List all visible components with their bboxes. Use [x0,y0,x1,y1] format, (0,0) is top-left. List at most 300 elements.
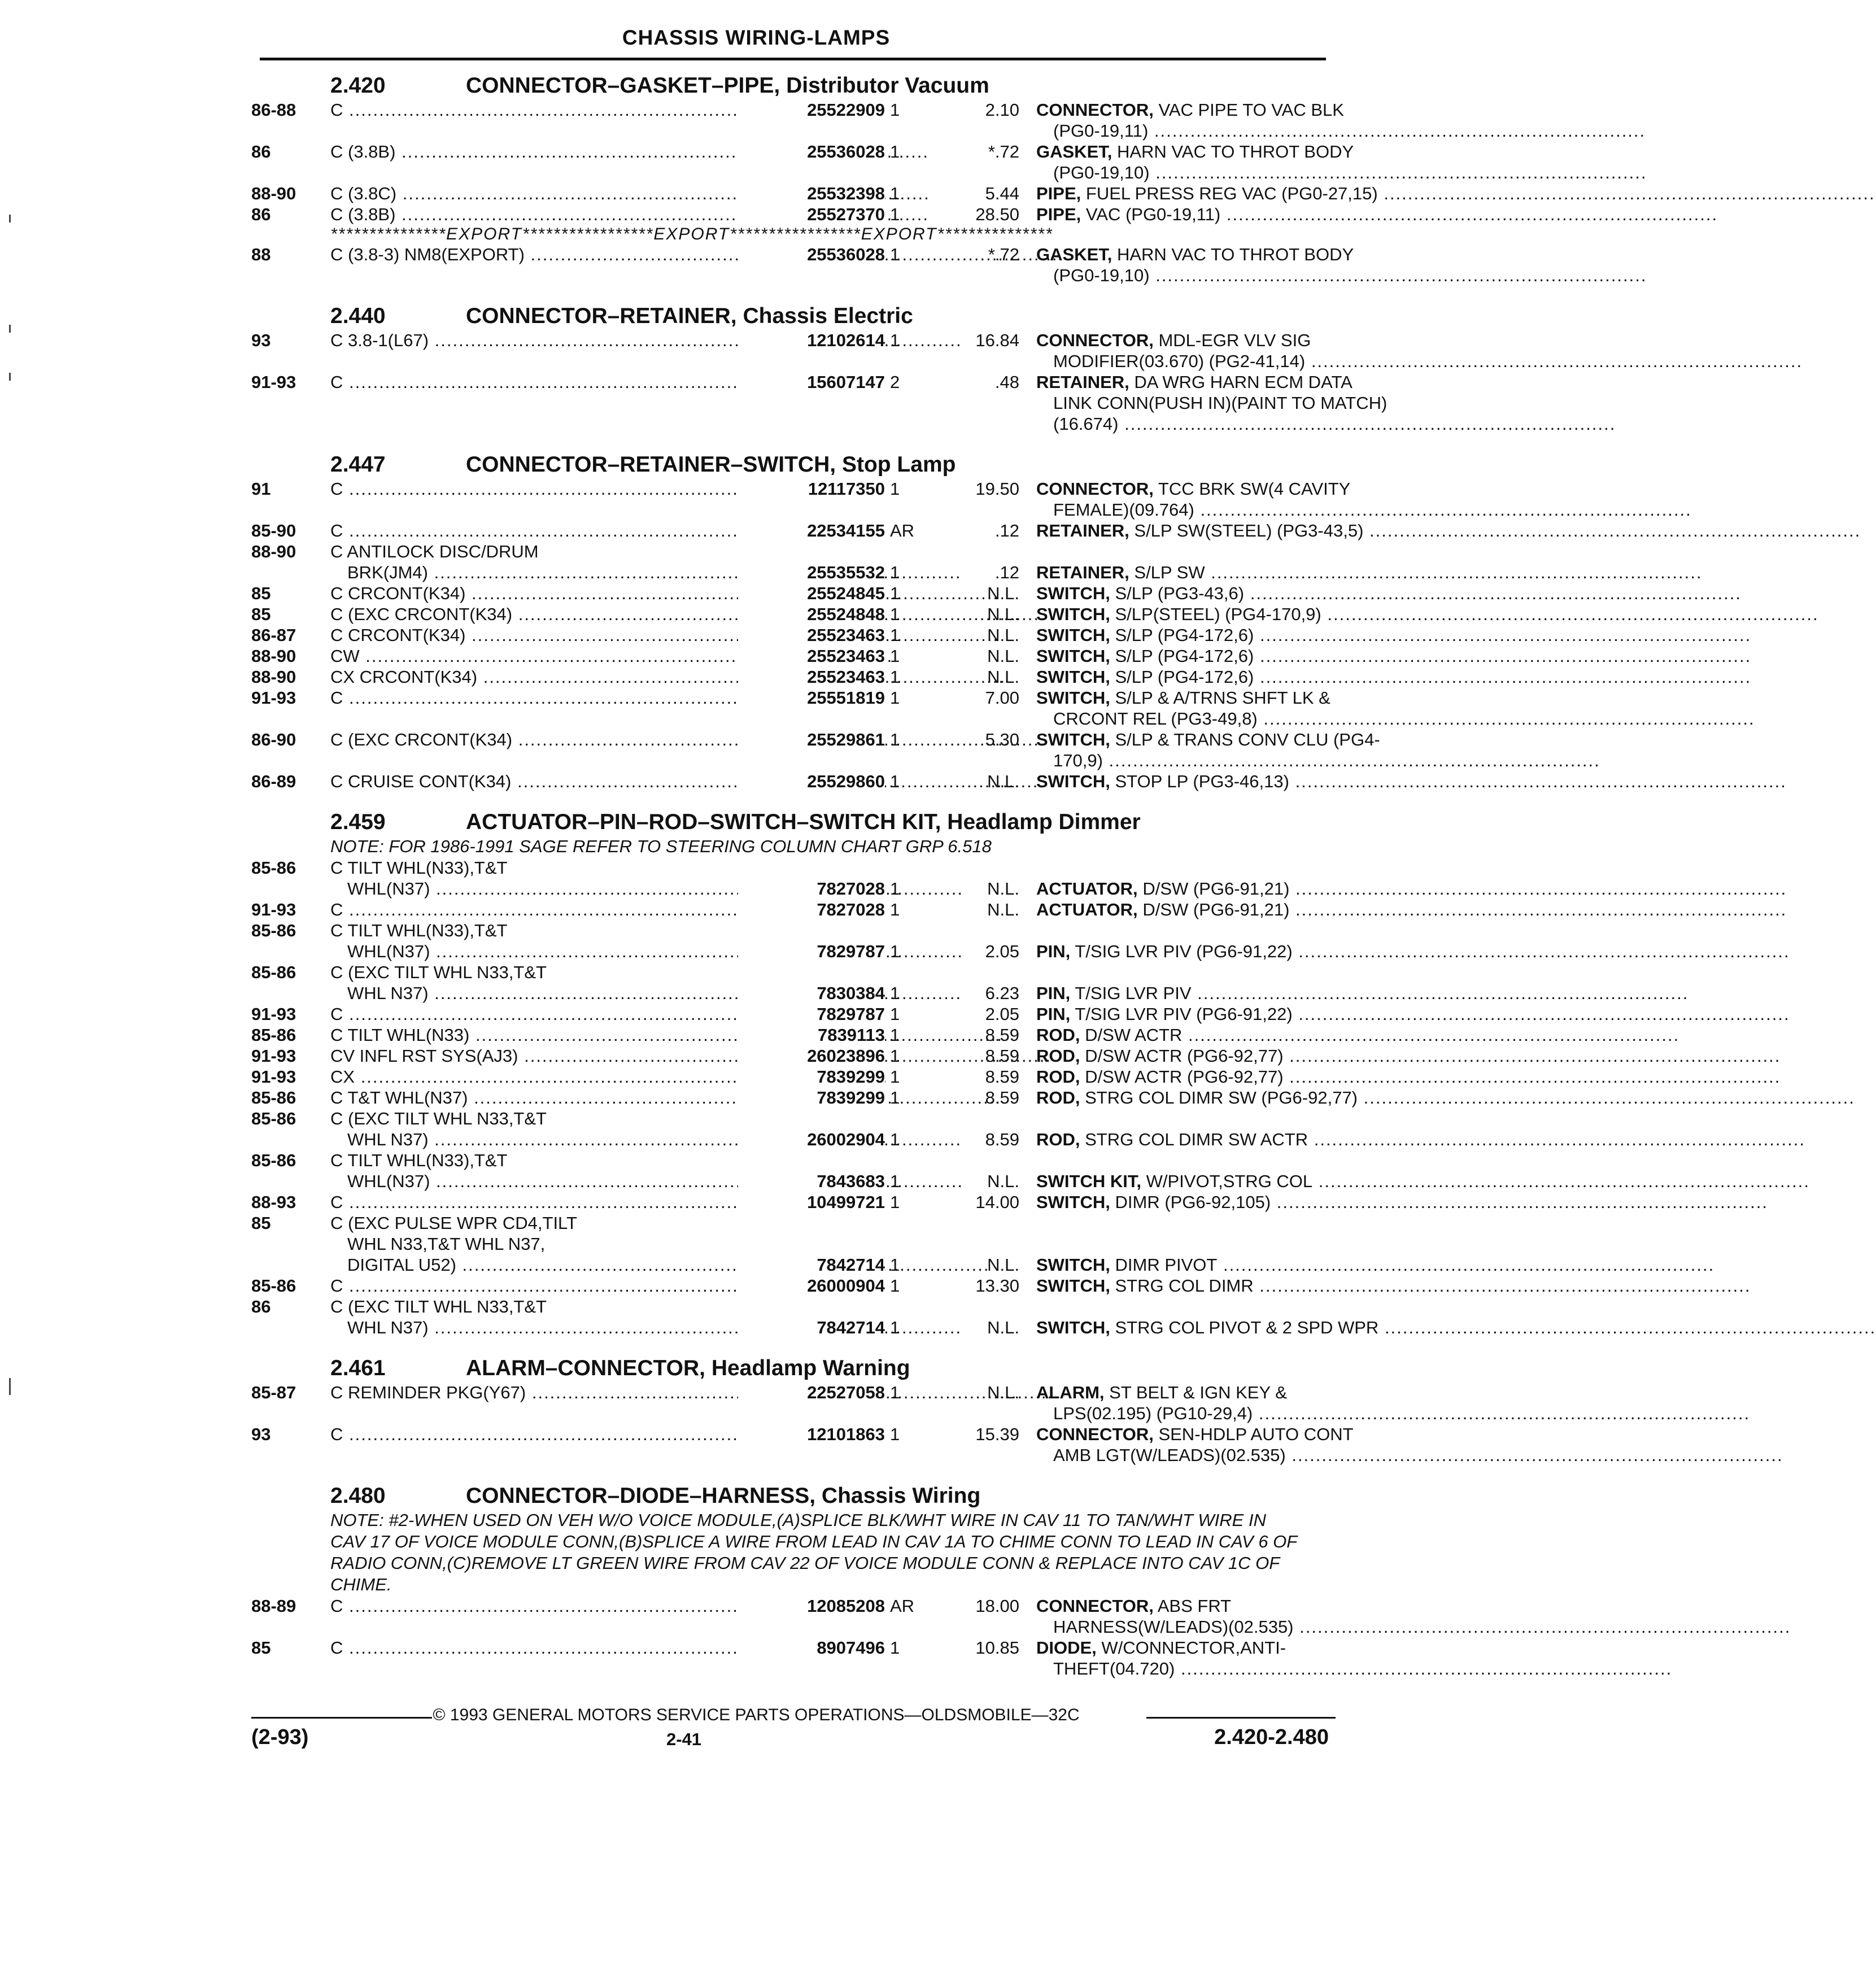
price: 5.30 [985,730,1019,749]
description-line [1036,1066,1336,1087]
part-row [251,183,1378,204]
part-number: 25523463 [738,625,885,646]
part-name: RETAINER, [1036,563,1129,582]
application-line: BRK(JM4) ..... [330,562,882,583]
part-number: 7829787 [738,941,885,962]
export-divider: ***************EXPORT*****************EXPORT*****************EXPORT*************** [330,225,1053,243]
description-text: W/PIVOT,STRG COL [1146,1171,1313,1191]
model-years: 85-90 [251,521,296,540]
part-number: 25529860 [738,771,885,792]
part-number: 26000904 [738,1275,885,1296]
part-description [1036,646,1336,666]
part-description [1036,1317,1379,1338]
description-line [1036,183,1378,204]
description-line [1036,1424,1354,1445]
description-text: HARN VAC TO THROT BODY [1116,142,1354,162]
part-number: 25532398 [738,183,885,204]
part-row [251,1004,1336,1024]
catalog-section [251,809,1379,1338]
model-years: 91-93 [251,688,296,708]
part-name: SWITCH, [1036,625,1110,645]
part-name: SWITCH KIT, [1036,1171,1141,1191]
part-description [1036,1637,1336,1679]
application-line: C CRUISE CONT(K34) ..... [330,771,882,792]
part-number: 7830384 [738,983,885,1004]
part-row [251,520,1364,541]
section-number: 2.480 [330,1484,386,1508]
part-name: CONNECTOR, [1036,330,1154,350]
quantity: 1 [890,604,900,624]
description-line [1036,771,1336,792]
section-title [466,451,956,478]
application-line: C ..... [330,687,882,708]
part-row [251,1024,1336,1045]
section-title [466,1355,910,1382]
application-line: WHL N37) ..... [330,983,882,1004]
description-text: (PG0-19,10) [1053,163,1150,182]
price: 8.59 [985,1046,1019,1066]
description-text: S/LP (PG4-172,6) [1115,625,1254,645]
description-text: S/LP & TRANS CONV CLU (PG4- [1115,730,1380,749]
description-text: S/LP (PG4-172,6) [1115,646,1254,666]
part-name: SWITCH, [1036,667,1110,687]
description-text: STOP LP (PG3-46,13) [1115,771,1289,791]
part-row [251,1066,1336,1087]
application-line: C ..... [330,1192,882,1213]
description-text: D/SW ACTR (PG6-92,77) [1085,1067,1284,1087]
price: .48 [994,372,1019,392]
description-line [1036,1171,1336,1192]
application-line: C REMINDER PKG(Y67) ..... [330,1382,882,1403]
application-line: C ..... [330,1275,882,1296]
description-text: D/SW ACTR (PG6-92,77) [1085,1046,1284,1066]
part-name: RETAINER, [1036,372,1129,392]
description-line [1036,1595,1336,1616]
section-heading [251,72,1336,99]
quantity: 1 [890,1130,900,1149]
part-description [1036,244,1354,286]
price: N.L. [987,1255,1019,1275]
price: 8.59 [985,1067,1019,1087]
part-description [1036,899,1336,920]
model-years: 85 [251,604,271,624]
quantity: 1 [890,1088,900,1108]
part-number: 25529861 [738,729,885,750]
model-years: 88 [251,245,271,264]
part-description [1036,878,1336,899]
margin-mark [9,325,11,333]
description-text: THEFT(04.720) [1053,1659,1175,1679]
description-text: D/SW ACTR [1085,1025,1183,1045]
price: 10.85 [975,1638,1019,1658]
price: 2.10 [985,100,1019,120]
part-number: 12085208 [738,1595,885,1616]
part-description [1036,604,1336,625]
part-name: SWITCH, [1036,646,1110,666]
quantity: 1 [890,983,900,1003]
part-description [1036,1024,1336,1045]
section-number: 2.447 [330,452,386,477]
part-row [251,1045,1336,1066]
section-title [466,72,989,99]
model-years: 85-86 [251,1088,296,1108]
part-name: RETAINER, [1036,521,1129,540]
section-title-main: CONNECTOR–DIODE–HARNESS, [466,1484,816,1508]
section-subtitle: Distributor Vacuum [786,73,989,98]
description-line [1036,899,1336,920]
quantity: 1 [890,667,900,687]
part-row [251,920,1336,962]
catalog-section [251,451,1380,792]
price: N.L. [987,667,1019,687]
model-years: 85-86 [251,1150,296,1170]
description-line [1036,413,1336,434]
part-number: 25522909 [738,99,885,120]
description-text: FEMALE)(09.764) [1053,500,1194,520]
model-years: 86-90 [251,730,296,749]
model-years: 86 [251,142,271,162]
description-line [1036,687,1336,708]
application-line: C (EXC TILT WHL N33,T&T [330,1109,547,1128]
part-name: CONNECTOR, [1036,1596,1154,1616]
quantity: 1 [890,1067,900,1087]
part-row [251,1192,1336,1213]
section-note: NOTE: #2-WHEN USED ON VEH W/O VOICE MODULE,(A)SPLICE BLK/WHT WIRE IN CAV 11 TO TAN/WHT WIRE IN CAV 17 OF VOICE MODULE CONN,(B)SPLICE A WIRE FROM LEAD IN CAV 1A TO CHIME CONN TO LEAD IN CAV 6 OF RADIO CONN,(C)REMOVE LT GREEN WIRE FROM CAV 22 OF VOICE MODULE CONN & REPLACE INTO CAV 1C OF CHIME. [330,1510,1297,1594]
application-line: CX CRCONT(K34) ..... [330,666,882,687]
section-title [466,809,1141,836]
description-line [1036,1045,1336,1066]
part-number: 7839299 [738,1066,885,1087]
description-text: T/SIG LVR PIV (PG6-91,22) [1075,1004,1293,1024]
section-number: 2.420 [330,73,386,98]
description-line [1036,1087,1358,1108]
description-text: MODIFIER(03.670) (PG2-41,14) [1053,351,1306,371]
part-row [251,1108,1336,1150]
application-line: C (3.8-3) NM8(EXPORT) ..... [330,244,882,265]
part-number: 25527370 [738,204,885,225]
part-description [1036,1004,1336,1024]
application-line: C ANTILOCK DISC/DRUM [330,542,539,561]
part-number: 7827028 [738,878,885,899]
part-name: ROD, [1036,1130,1080,1149]
part-row [251,625,1336,646]
description-text: D/SW (PG6-91,21) [1142,879,1290,899]
description-line [1036,666,1336,687]
part-number: 8907496 [738,1637,885,1658]
application-line: C (EXC PULSE WPR CD4,TILT [330,1213,577,1233]
quantity: 1 [890,625,900,645]
application-line: C ..... [330,1637,882,1658]
section-heading [251,451,1336,478]
part-name: SWITCH, [1036,604,1110,624]
description-line [1036,265,1336,286]
application-line: C ..... [330,372,882,393]
description-line [1036,1275,1336,1296]
part-number: 22534155 [738,520,885,541]
price: 8.59 [985,1025,1019,1045]
application-line: WHL N33,T&T WHL N37, [347,1234,546,1254]
description-line [1036,478,1351,499]
quantity: 1 [890,1046,900,1066]
model-years: 86-88 [251,100,296,120]
part-description [1036,729,1380,771]
model-years: 88-90 [251,667,296,687]
section-subtitle: Chassis Wiring [821,1484,981,1508]
application-line: C (3.8B) ..... [330,141,882,162]
description-text: (PG0-19,10) [1053,265,1150,285]
application-line: CV INFL RST SYS(AJ3) ..... [330,1045,882,1066]
model-years: 86 [251,204,271,224]
part-row [251,1087,1358,1108]
quantity: 1 [890,142,900,162]
model-years: 88-90 [251,646,296,666]
section-title-main: ALARM–CONNECTOR, [466,1356,705,1380]
description-text: S/LP SW [1134,563,1205,582]
section-title-main: CONNECTOR–RETAINER, [466,304,737,328]
description-text: VAC (PG0-19,11) [1085,204,1221,224]
part-number: 25524848 [738,604,885,625]
part-description [1036,141,1354,183]
application-line: C TILT WHL(N33),T&T [330,858,508,878]
part-name: SWITCH, [1036,771,1110,791]
description-line [1036,708,1336,729]
part-name: CONNECTOR, [1036,100,1154,120]
application-line: C ..... [330,1424,882,1445]
application-line: C (EXC TILT WHL N33,T&T [330,1297,547,1316]
description-text: CRCONT REL (PG3-49,8) [1053,709,1258,729]
part-number: 25536028 [738,141,885,162]
quantity: 1 [890,688,900,708]
description-text: W/CONNECTOR,ANTI- [1101,1638,1286,1658]
quantity: 1 [890,1318,900,1337]
description-line [1036,1129,1336,1150]
application-line: WHL N37) ..... [330,1317,882,1338]
part-row [251,729,1380,771]
margin-mark [9,215,11,223]
model-years: 91 [251,479,271,499]
quantity: 1 [890,1383,900,1402]
part-row [251,899,1336,920]
part-name: SWITCH, [1036,688,1110,708]
application-line: C ..... [330,1004,882,1024]
model-years: 93 [251,1424,271,1444]
application-line: C (EXC CRCONT(K34) ..... [330,729,882,750]
model-years: 85-86 [251,1276,296,1296]
margin-mark [9,373,11,381]
parts-catalog [251,72,1388,1679]
part-name: GASKET, [1036,245,1112,264]
part-number: 26023896 [738,1045,885,1066]
part-row [251,99,1344,141]
description-text: MDL-EGR VLV SIG [1158,330,1311,350]
price: 15.39 [975,1424,1019,1444]
quantity: 1 [890,900,900,919]
model-years: 85-86 [251,1025,296,1045]
header-rule [260,58,1326,60]
section-note: NOTE: FOR 1986-1991 SAGE REFER TO STEERING COLUMN CHART GRP 6.518 [330,836,992,856]
description-line [1036,729,1380,750]
description-line [1036,204,1336,225]
description-text: FUEL PRESS REG VAC (PG0-27,15) [1085,184,1378,203]
application-line: C TILT WHL(N33),T&T [330,921,508,940]
application-line: C ..... [330,520,882,541]
description-text: (16.674) [1053,414,1119,434]
application-line: WHL N37) ..... [330,1129,882,1150]
part-name: ACTUATOR, [1036,879,1138,899]
quantity: 1 [890,771,900,791]
price: 28.50 [975,204,1019,224]
part-row [251,857,1336,899]
part-name: PIN, [1036,983,1071,1003]
part-number: 25523463 [738,646,885,666]
description-text: T/SIG LVR PIV [1075,983,1192,1003]
application-line: C (3.8B) ..... [330,204,882,225]
description-line [1036,1317,1379,1338]
quantity: 1 [890,1004,900,1024]
price: 5.44 [985,184,1019,203]
model-years: 91-93 [251,1046,296,1066]
part-name: PIPE, [1036,184,1081,203]
description-line [1036,1616,1336,1637]
part-number: 25524845 [738,583,885,604]
price: N.L. [987,646,1019,666]
part-description [1036,1382,1336,1424]
price: .12 [994,521,1019,540]
price: 8.59 [985,1130,1019,1149]
quantity: 1 [890,1025,900,1045]
description-text: STRG COL DIMR SW ACTR [1085,1130,1308,1149]
part-name: DIODE, [1036,1638,1097,1658]
part-number: 12102614 [738,330,885,351]
price: .12 [994,563,1019,582]
part-number: 12117350 [738,478,885,499]
part-name: ROD, [1036,1025,1080,1045]
part-name: CONNECTOR, [1036,479,1154,499]
description-text: D/SW (PG6-91,21) [1142,900,1290,919]
margin-mark [9,1378,11,1395]
part-number: 7842714 [738,1254,885,1275]
model-years: 86 [251,1297,271,1316]
price: 2.05 [985,1004,1019,1024]
part-description [1036,1045,1336,1066]
quantity: 1 [890,204,900,224]
quantity: 1 [890,941,900,961]
model-years: 88-89 [251,1596,296,1616]
part-description [1036,1066,1336,1087]
part-description [1036,1595,1336,1637]
quantity: 1 [890,1192,900,1212]
model-years: 88-93 [251,1192,296,1212]
part-row [251,541,1336,583]
part-name: ROD, [1036,1046,1080,1066]
application-line: C ..... [330,478,882,499]
part-description [1036,1171,1336,1192]
application-line: C TILT WHL(N33),T&T [330,1150,508,1170]
description-line [1036,1637,1336,1658]
part-row [251,204,1336,225]
description-line [1036,983,1336,1004]
model-years: 85 [251,1638,271,1658]
part-description [1036,1254,1336,1275]
footer-section-range: 2.420-2.480 [1214,1725,1329,1749]
part-row [251,244,1354,286]
quantity: 1 [890,1171,900,1191]
part-number: 7839299 [738,1087,885,1108]
price: N.L. [987,1383,1019,1402]
part-row [251,330,1336,372]
part-number: 7829787 [738,1004,885,1024]
part-description [1036,625,1336,646]
quantity: 1 [890,245,900,264]
price: N.L. [987,771,1019,791]
section-subtitle: Headlamp Dimmer [947,810,1141,834]
part-number: 26002904 [738,1129,885,1150]
model-years: 93 [251,330,271,350]
description-line [1036,162,1336,183]
section-heading [251,1355,1336,1382]
section-number: 2.461 [330,1356,386,1380]
application-line: C 3.8-1(L67) ..... [330,330,882,351]
price: 7.00 [985,688,1019,708]
description-line [1036,941,1336,962]
section-heading [251,809,1336,836]
description-text: STRG COL PIVOT & 2 SPD WPR [1115,1318,1379,1337]
catalog-section [251,1355,1354,1466]
description-text: AMB LGT(W/LEADS)(02.535) [1053,1445,1286,1465]
price: 13.30 [975,1276,1019,1296]
description-line [1036,520,1364,541]
description-text: HARNESS(W/LEADS)(02.535) [1053,1617,1294,1637]
price: N.L. [987,583,1019,603]
part-name: SWITCH, [1036,1276,1110,1296]
description-text: (PG0-19,11) [1053,121,1149,141]
description-line [1036,1192,1336,1213]
part-name: ROD, [1036,1088,1080,1108]
description-text: VAC PIPE TO VAC BLK [1158,100,1344,120]
quantity: 1 [890,1255,900,1275]
model-years: 91-93 [251,372,296,392]
description-line [1036,1445,1336,1466]
part-description [1036,1129,1336,1150]
description-text: 170,9) [1053,751,1103,770]
part-name: PIN, [1036,941,1071,961]
part-number: 15607147 [738,372,885,393]
price: N.L. [987,604,1019,624]
model-years: 91-93 [251,1067,296,1087]
part-name: PIPE, [1036,204,1081,224]
description-line [1036,1004,1336,1024]
model-years: 88-90 [251,184,296,203]
description-line [1036,244,1354,265]
part-row [251,962,1336,1004]
description-text: TCC BRK SW(4 CAVITY [1158,479,1351,499]
part-row [251,687,1336,729]
description-text: SEN-HDLP AUTO CONT [1158,1424,1354,1444]
part-description [1036,520,1364,541]
application-line: C (EXC CRCONT(K34) ..... [330,604,882,625]
description-text: S/LP & A/TRNS SHFT LK & [1115,688,1330,708]
application-line: C (EXC TILT WHL N33,T&T [330,962,547,982]
description-text: ABS FRT [1157,1596,1232,1616]
section-title-main: ACTUATOR–PIN–ROD–SWITCH–SWITCH KIT, [466,810,941,834]
section-heading [251,1483,1336,1510]
part-name: SWITCH, [1036,730,1110,749]
quantity: 1 [890,479,900,499]
part-number: 25536028 [738,244,885,265]
part-number: 7827028 [738,899,885,920]
description-line [1036,562,1336,583]
description-line [1036,330,1336,351]
